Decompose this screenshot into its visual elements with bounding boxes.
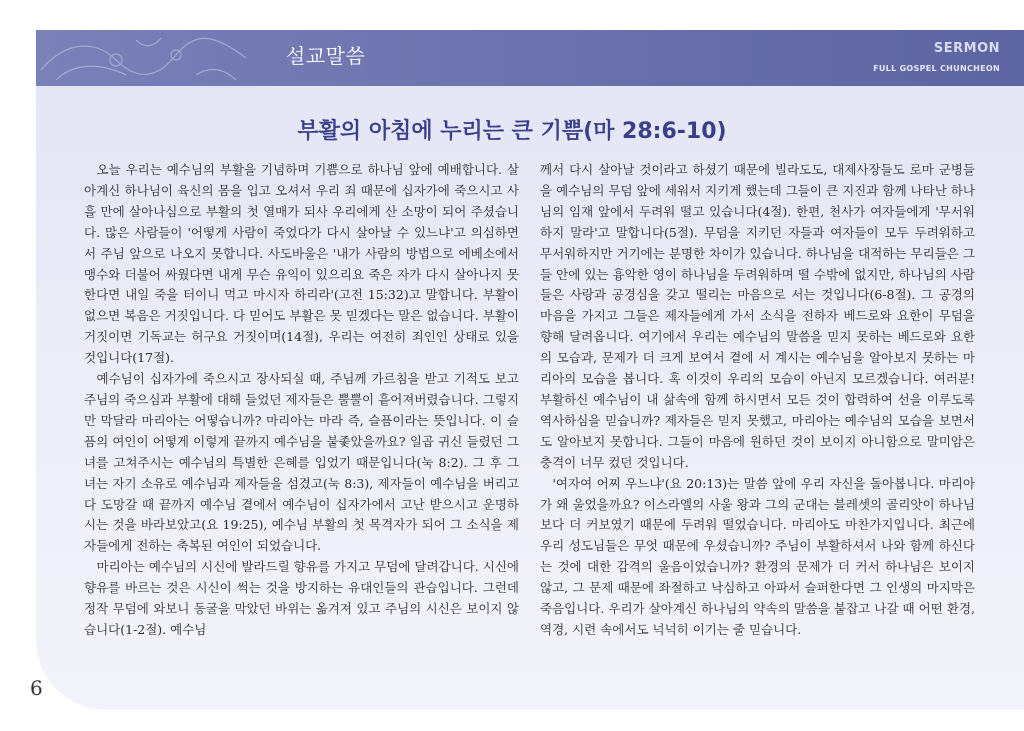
floral-ornament-icon — [36, 30, 296, 86]
paragraph: 예수님이 십자가에 죽으시고 장사되실 때, 주님께 가르침을 받고 기적도 보고 주님의 죽으심과 부활에 대해 들었던 제자들은 뿔뿔이 흩어져버렸습니다. 그렇지만 막달라 마리아는 어떻습니까? 마리아는 마라 즉, 슬픔이라는 뜻입니다. 이 슬픔의 여인이 어떻게 이렇게 끝까지 예수님을 붙좇았을까요? 일곱 귀신 들렸던 그녀를 고쳐주시는 예수님의 특별한 은혜를 입었기 때문입니다(눅 8:2). 그 후 그녀는 자기 소유로 예수님과 제자들을 섬겼고(눅 8:3), 제자들이 예수님을 버리고 다 도망갈 때 끝까지 예수님 곁에서 예수님이 십자가에서 고난 받으시고 운명하시는 것을 바라보았고(요 19:25), 예수님 부활의 첫 목격자가 되어 그 소식을 제자들에게 전하는 축복된 여인이 되었습니다. — [84, 371, 519, 554]
brand-title: SERMON — [933, 41, 1000, 56]
paragraph: 께서 다시 살아날 것이라고 하셨기 때문에 빌라도도, 대제사장들도 로마 군병들을 예수님의 무덤 앞에 세워서 지키게 했는데 그들이 큰 지진과 함께 나타난 하나님의 임재 앞에서 두려워 떨고 있습니다(4절). 한편, 천사가 여자들에게 '무서워하지 말라'고 말합니다(5절). 무덤을 지키던 자들과 여자들이 모두 두려워하고 무서워하지만 거기에는 분명한 차이가 있습니다. 하나님을 대적하는 무리들은 그들 안에 있는 흉악한 영이 하나님을 두려워하며 떨 수밖에 없지만, 하나님의 사람들은 사랑과 공경심을 갖고 떨리는 마음으로 서는 것입니다(6-8절). 그 공경의 마음을 가지고 그들은 제자들에게 가서 소식을 전하자 베드로와 요한이 무덤을 향해 달려옵니다. 여기에서 우리는 예수님의 말씀을 믿지 못하는 베드로와 요한의 모습과, 문제가 더 크게 보여서 곁에 서 계시는 예수님을 알아보지 못하는 마리아의 모습을 봅니다. 혹 이것이 우리의 모습이 아닌지 모르겠습니다. 여러분! 부활하신 예수님이 내 삶속에 함께 하시면서 모든 것이 합력하여 선을 이루도록 역사하심을 믿습니까? 제자들은 믿지 못했고, 마리아는 예수님의 모습을 보면서도 알아보지 못합니다. 그들이 마음에 원하던 것이 보이지 아니함으로 말미암은 충격이 너무 컸던 것입니다. — [540, 162, 975, 470]
paragraph: 마리아는 예수님의 시신에 발라드릴 향유를 가지고 무덤에 달려갑니다. 시신에 향유를 바르는 것은 시신이 썩는 것을 방지하는 유대인들의 관습입니다. 그런데 정작 무덤에 와보니 동굴을 막았던 바위는 옮겨져 있고 주님의 시신은 보이지 않습니다(1-2절). 예수님 — [84, 559, 519, 637]
section-label: 설교말씀 — [286, 44, 366, 68]
left-column — [84, 160, 519, 641]
right-column — [540, 160, 975, 641]
page-number: 6 — [30, 676, 43, 700]
paragraph: '여자여 어찌 우느냐'(요 20:13)는 말씀 앞에 우리 자신을 돌아봅니다. 마리아가 왜 울었을까요? 이스라엘의 사울 왕과 그의 군대는 블레셋의 골리앗이 하나님보다 더 커보였기 때문에 두려워 떨었습니다. 마리아도 마찬가지입니다. 최근에 우리 성도님들은 무엇 때문에 우셨습니까? 주님이 부활하셔서 나와 함께 하신다는 것에 대한 감격의 울음이었습니까? 환경의 문제가 더 커서 하나님은 보이지 않고, 그 문제 때문에 좌절하고 낙심하고 아파서 슬퍼한다면 그 인생의 마지막은 죽음입니다. 우리가 살아계신 하나님의 약속의 말씀을 붙잡고 나갈 때 어떤 환경, 역경, 시련 속에서도 넉넉히 이기는 줄 믿습니다. — [540, 475, 975, 637]
article-title: 부활의 아침에 누리는 큰 기쁨(마 28:6-10) — [297, 119, 727, 144]
header-bar — [36, 30, 1024, 86]
brand-subtitle: FULL GOSPEL CHUNCHEON — [873, 64, 1000, 73]
paragraph: 오늘 우리는 예수님의 부활을 기념하며 기쁨으로 하나님 앞에 예배합니다. 살아계신 하나님이 육신의 몸을 입고 오셔서 우리 죄 때문에 십자가에 죽으시고 사흘 만에 살아나심으로 부활의 첫 열매가 되사 우리에게 산 소망이 되어 주셨습니다. 많은 사람들이 '어떻게 사람이 죽었다가 다시 살아날 수 있느냐'고 의심하면서 주님 앞으로 나오지 못합니다. 사도바울은 '내가 사람의 방법으로 에베소에서 맹수와 더불어 싸웠다면 내게 무슨 유익이 있으리요 죽은 자가 다시 살아나지 못한다면 내일 죽을 터이니 먹고 마시자 하리라'(고전 15:32)고 말합니다. 부활이 없으면 복음은 거짓입니다. 다 믿어도 부활은 못 믿겠다는 말은 없습니다. 부활이 거짓이면 기독교는 허구요 거짓이며(14절), 우리는 여전히 죄인인 상태로 있을 것입니다(17절). — [84, 162, 519, 366]
